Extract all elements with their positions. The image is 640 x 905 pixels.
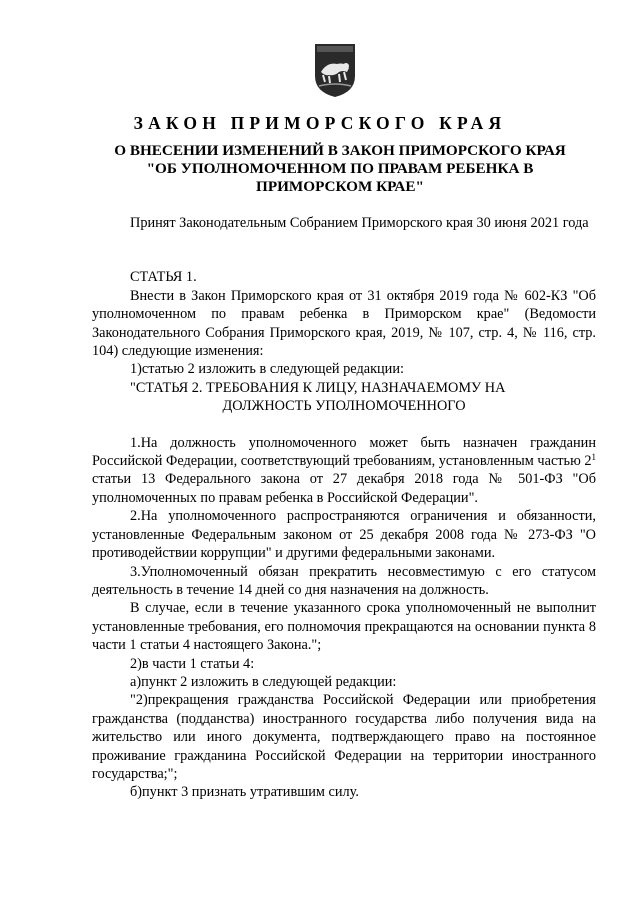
paragraph-1 xyxy=(92,434,596,508)
primorye-coat-of-arms-icon xyxy=(313,42,357,98)
amendment-item: 2)в части 1 статьи 4: xyxy=(130,655,255,672)
paragraph-1-text-cont: статьи 13 Федерального закона от 27 декабря 2018 года № 501-ФЗ "Об уполномоченных по правам ребенка в Российской Федерации". xyxy=(92,471,596,506)
superscript: 1 xyxy=(591,452,596,463)
paragraph-2: 2.На уполномоченного распространяются ограничения и обязанности, установленные Федеральным законом от 25 декабря 2008 года № 273-ФЗ "О противодействии коррупции" и другими федеральными законами. xyxy=(92,508,596,562)
article-heading: СТАТЬЯ 1. xyxy=(130,269,197,286)
article-intro: Внести в Закон Приморского края от 31 октября 2019 года № 602-КЗ "Об уполномоченном по правам ребенка в Приморском крае" (Ведомости Законодательного Собрания Приморского края, 2019, № 107, стр. 4, № 116, стр. 104) следующие изменения: xyxy=(92,287,596,360)
paragraph-1-text: 1.На должность уполномоченного может быть назначен гражданин Российской Федерации, соответствующий требованиям, установленным частью 2 xyxy=(92,434,596,470)
law-title: ЗАКОН ПРИМОРСКОГО КРАЯ xyxy=(133,113,507,133)
amendment-item: 1)статью 2 изложить в следующей редакции: xyxy=(130,361,404,378)
amendment-subitem: а)пункт 2 изложить в следующей редакции: xyxy=(130,673,397,690)
subtitle-line: ПРИМОРСКОМ КРАЕ" xyxy=(256,178,424,195)
new-article-heading-cont: ДОЛЖНОСТЬ УПОЛНОМОЧЕННОГО xyxy=(222,398,466,415)
law-subtitle xyxy=(100,142,580,196)
subtitle-line: "ОБ УПОЛНОМОЧЕННОМ ПО ПРАВАМ РЕБЕНКА В xyxy=(146,160,534,177)
new-article-heading: "СТАТЬЯ 2. ТРЕБОВАНИЯ К ЛИЦУ, НАЗНАЧАЕМОМУ НА xyxy=(130,379,506,396)
amendment-subitem: б)пункт 3 признать утратившим силу. xyxy=(130,784,359,801)
adoption-note: Принят Законодательным Собранием Приморского края 30 июня 2021 года xyxy=(130,215,589,231)
subtitle-line: О ВНЕСЕНИИ ИЗМЕНЕНИЙ В ЗАКОН ПРИМОРСКОГО КРАЯ xyxy=(114,142,566,159)
law-body xyxy=(92,214,596,802)
quoted-text: "2)прекращения гражданства Российской Федерации или приобретения гражданства (подданства) иностранного государства либо получения вида на жительство или иного документа, подтверждающего право на постоянное проживание гражданина Российской Федерации на территории иностранного государства;"; xyxy=(92,692,596,782)
paragraph-3: 3.Уполномоченный обязан прекратить несовместимую с его статусом деятельность в течение 14 дней со дня назначения на должность. xyxy=(92,563,596,598)
paragraph-4: В случае, если в течение указанного срока уполномоченный не выполнит установленные требования, его полномочия прекращаются на основании пункта 8 части 1 статьи 4 настоящего Закона."; xyxy=(92,600,596,654)
